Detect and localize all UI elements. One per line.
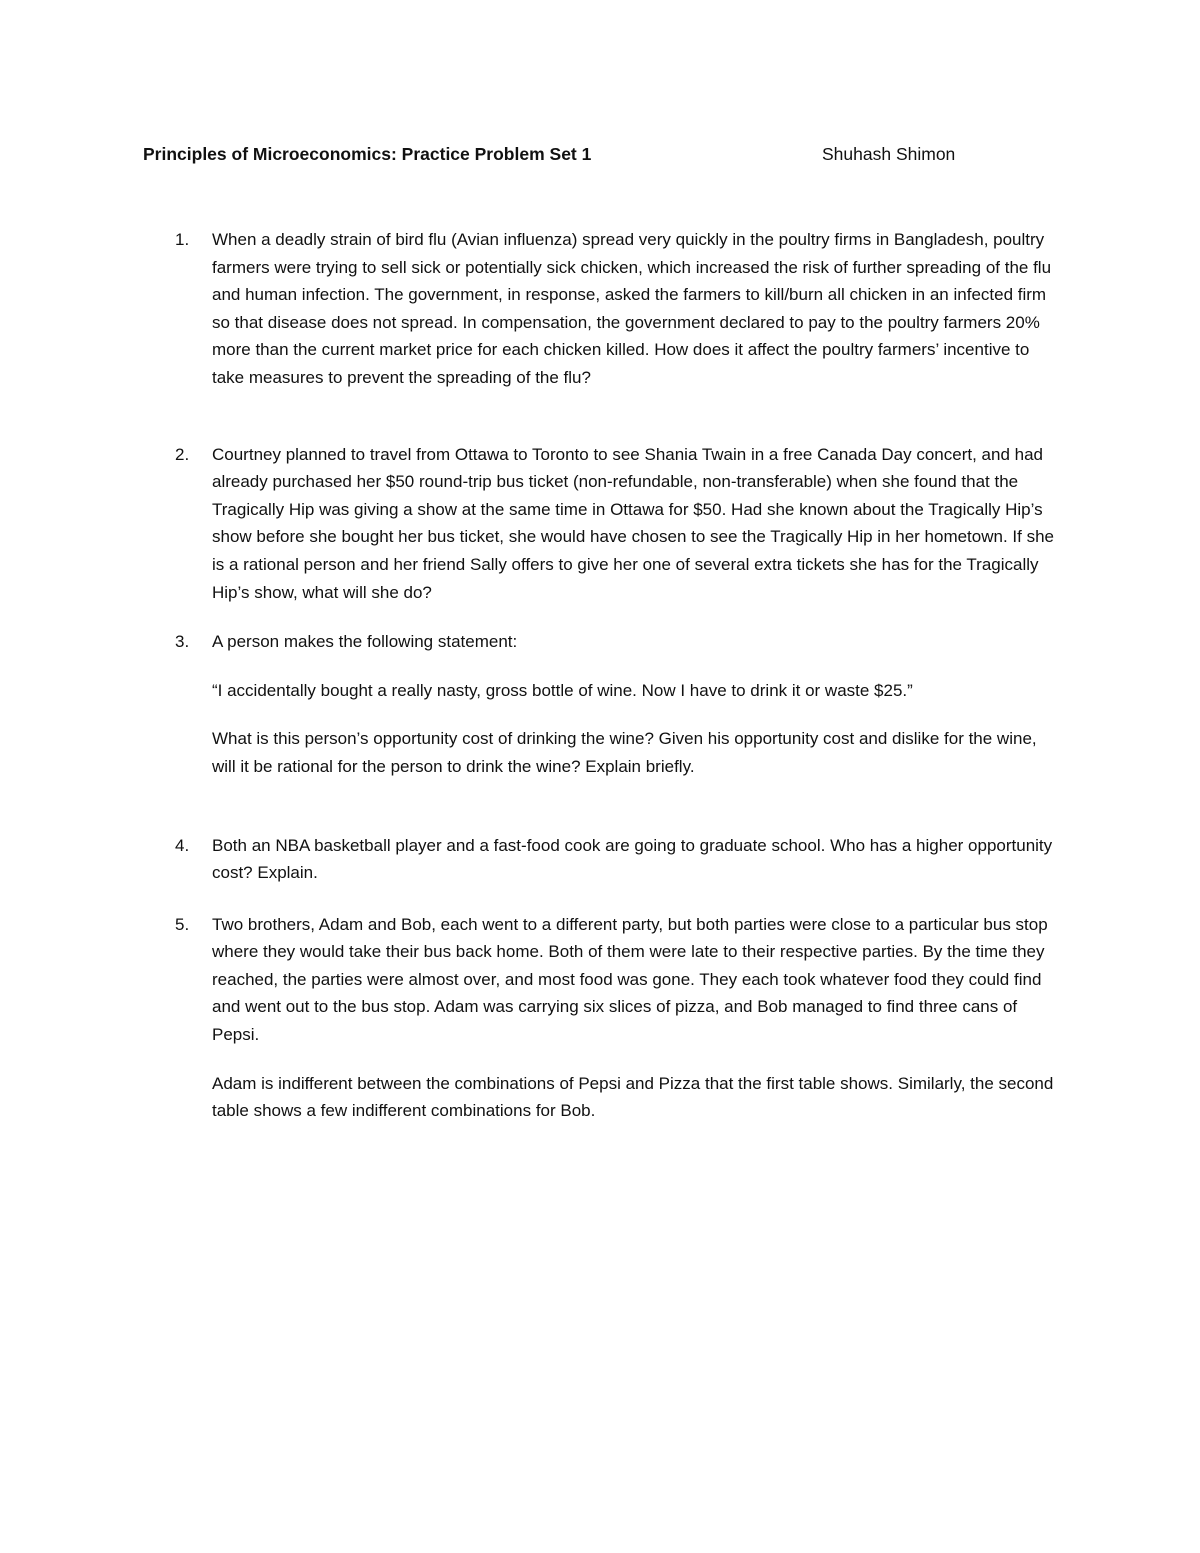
- problem-number: 5.: [175, 914, 190, 934]
- problem-paragraph: Two brothers, Adam and Bob, each went to a different party, but both parties were close to a particular bus stop where they would take their bus back home. Both of them were late to their respective parties. By the time they reached, the parties were almost over, and most food was gone. They each took whatever food they could find and went out to the bus stop. Adam was carrying six slices of pizza, and Bob managed to find three cans of Pepsi.: [212, 914, 1048, 1045]
- problem-item: [0, 628, 1200, 780]
- document-title: Principles of Microeconomics: Practice Problem Set 1: [143, 144, 592, 164]
- problem-text: [212, 911, 1062, 1125]
- problem-text: [212, 628, 1062, 780]
- problem-item: [0, 911, 1200, 1125]
- problem-item: [0, 226, 1200, 392]
- problem-text: [212, 832, 1062, 887]
- document-header: [143, 144, 983, 172]
- problem-number: 3.: [175, 632, 190, 652]
- problem-paragraph: When a deadly strain of bird flu (Avian influenza) spread very quickly in the poultry firms in Bangladesh, poultry farmers were trying to sell sick or potentially sick chicken, which increased the risk of further spreading of the flu and human infection. The government, in response, asked the farmers to kill/burn all chicken in an infected firm so that disease does not spread. In compensation, the government declared to pay to the poultry farmers 20% more than the current market price for each chicken killed. How does it affect the poultry farmers’ incentive to take measures to prevent the spreading of the flu?: [212, 230, 1052, 387]
- problem-item: [0, 441, 1200, 607]
- author-name: Shuhash Shimon: [822, 144, 956, 164]
- problem-item: [0, 832, 1200, 887]
- problem-text: [212, 441, 1062, 607]
- problem-number: 2.: [175, 444, 190, 464]
- problem-list: [0, 226, 1200, 1125]
- problem-number: 4.: [175, 835, 190, 855]
- problem-paragraph: A person makes the following statement:: [212, 632, 518, 652]
- problem-paragraph: What is this person’s opportunity cost of drinking the wine? Given his opportunity cost and dislike for the wine, will it be rational for the person to drink the wine? Explain briefly.: [212, 729, 1037, 776]
- problem-paragraph: Adam is indifferent between the combinations of Pepsi and Pizza that the first table shows. Similarly, the second table shows a few indifferent combinations for Bob.: [212, 1073, 1054, 1121]
- problem-paragraph: Courtney planned to travel from Ottawa to Toronto to see Shania Twain in a free Canada Day concert, and had already purchased her $50 round-trip bus ticket (non-refundable, non-transferable) when she found that the Tragically Hip was giving a show at the same time in Ottawa for $50. Had she known about the Tragically Hip’s show before she bought her bus ticket, she would have chosen to see the Tragically Hip in her hometown. If she is a rational person and her friend Sally offers to give her one of several extra tickets she has for the Tragically Hip’s show, what will she do?: [212, 444, 1054, 602]
- quoted-statement: “I accidentally bought a really nasty, gross bottle of wine. Now I have to drink it or waste $25.”: [212, 680, 913, 700]
- problem-paragraph: Both an NBA basketball player and a fast-food cook are going to graduate school. Who has a higher opportunity cost? Explain.: [212, 835, 1053, 883]
- problem-number: 1.: [175, 230, 190, 249]
- problem-text: [212, 226, 1062, 392]
